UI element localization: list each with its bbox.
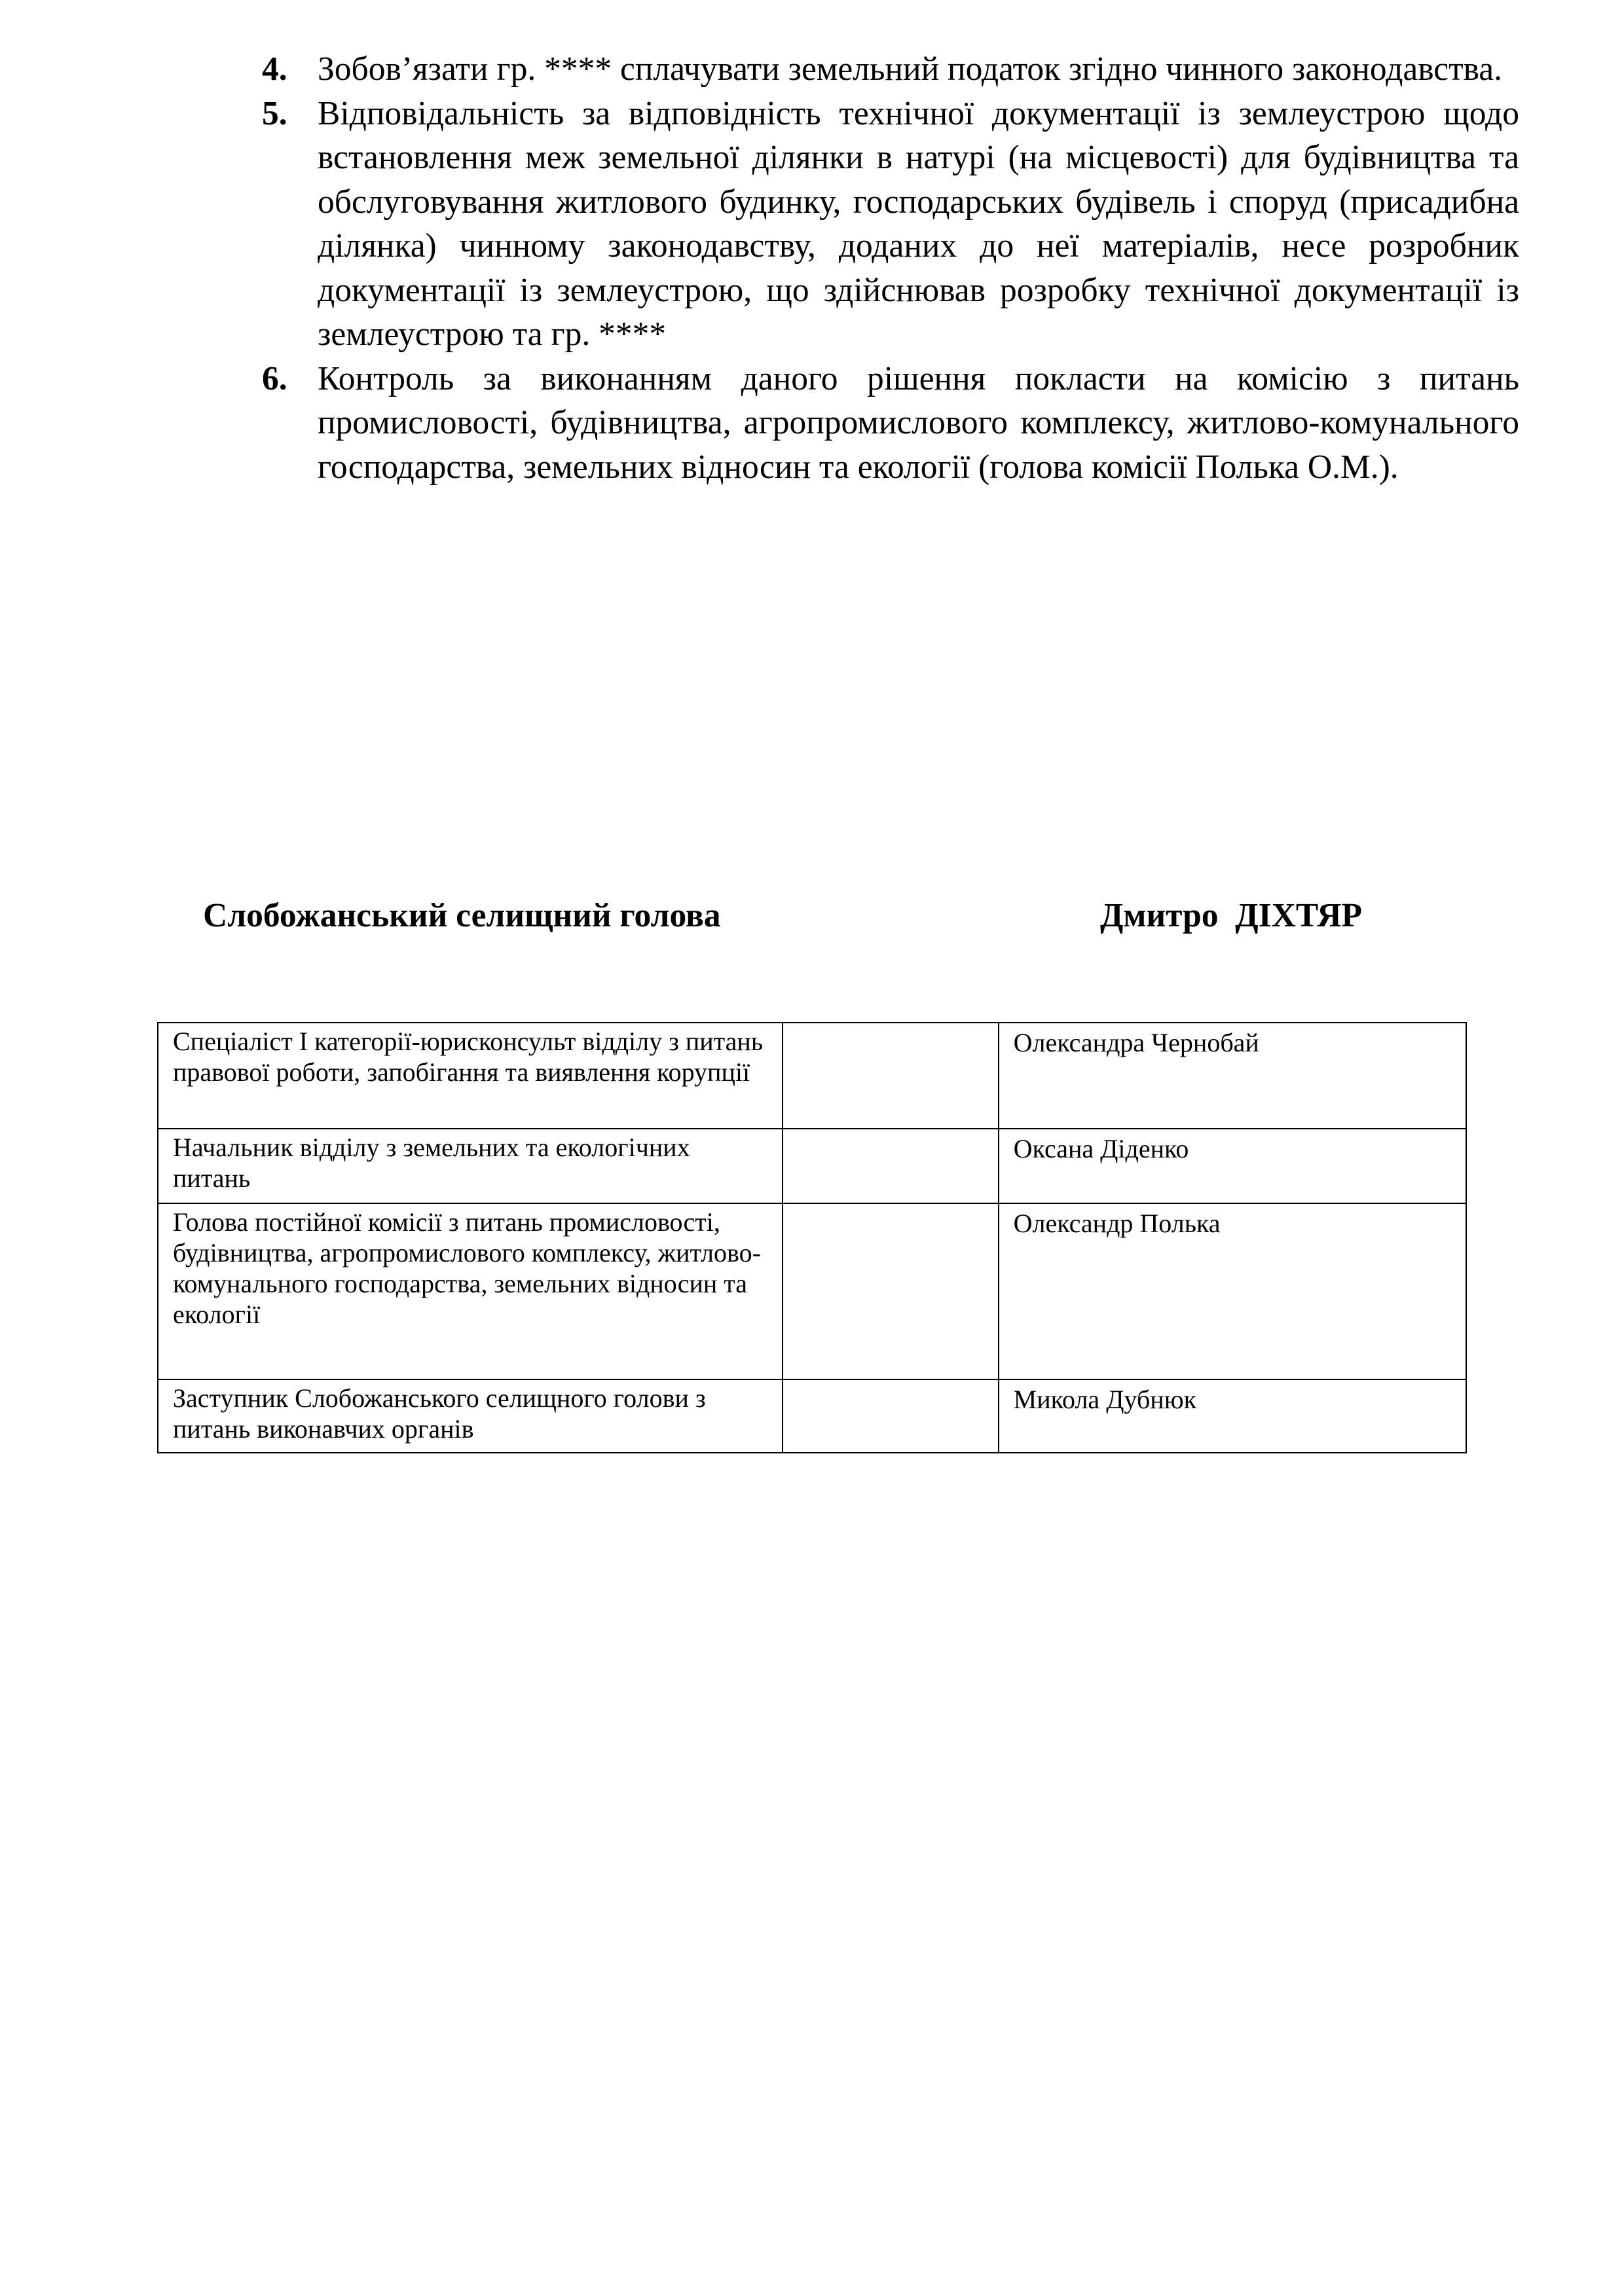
table-row (158, 1379, 1466, 1453)
item-number: 6. (262, 359, 287, 397)
approver-signature (783, 1379, 999, 1453)
approvals-table (157, 1022, 1467, 1453)
resolution-item-4 (262, 47, 1519, 92)
resolution-items (262, 47, 1519, 489)
approver-signature (783, 1203, 999, 1379)
item-text: Контроль за виконанням даного рішення покласти на комісію з питань промисловості, будівництва, агропромислового комплексу, житлово-комунального господарства, земельних відносин та екології (голова комісії Полька О.М.). (318, 359, 1519, 486)
item-number: 5. (262, 94, 287, 132)
approver-name: Олександр Полька (999, 1203, 1466, 1379)
approver-name: Олександра Чернобай (999, 1023, 1466, 1129)
approver-position: Спеціаліст І категорії-юрисконсульт відділу з питань правової роботи, запобігання та виявлення корупції (158, 1023, 783, 1129)
table-row (158, 1203, 1466, 1379)
approver-name: Микола Дубнюк (999, 1379, 1466, 1453)
approver-signature (783, 1023, 999, 1129)
item-text: Зобов’язати гр. **** сплачувати земельний податок згідно чинного законодавства. (318, 50, 1503, 88)
approver-position: Начальник відділу з земельних та екологічних питань (158, 1129, 783, 1203)
resolution-item-6 (262, 357, 1519, 490)
table-row (158, 1129, 1466, 1203)
approver-position: Заступник Слобожанського селищного голови з питань виконавчих органів (158, 1379, 783, 1453)
signatory-name: Дмитро ДІХТЯР (1100, 897, 1362, 934)
table-row (158, 1023, 1466, 1129)
signatory-title: Слобожанський селищний голова (203, 897, 721, 934)
approver-name: Оксана Діденко (999, 1129, 1466, 1203)
item-number: 4. (262, 50, 287, 88)
resolution-item-5 (262, 92, 1519, 357)
approver-position: Голова постійної комісії з питань промисловості, будівництва, агропромислового комплексу, житлово-комунального господарства, земельних відносин та екології (158, 1203, 783, 1379)
approver-signature (783, 1129, 999, 1203)
item-text: Відповідальність за відповідність технічної документації із землеустрою щодо встановлення меж земельної ділянки в натурі (на місцевості) для будівництва та обслуговування житлового будинку, господарських будівель і споруд (присадибна ділянка) чинному законодавству, доданих до неї матеріалів, несе розробник документації із землеустрою, що здійснював розробку технічної документації із землеустрою та гр. **** (318, 94, 1519, 353)
signature-block (203, 893, 1401, 939)
